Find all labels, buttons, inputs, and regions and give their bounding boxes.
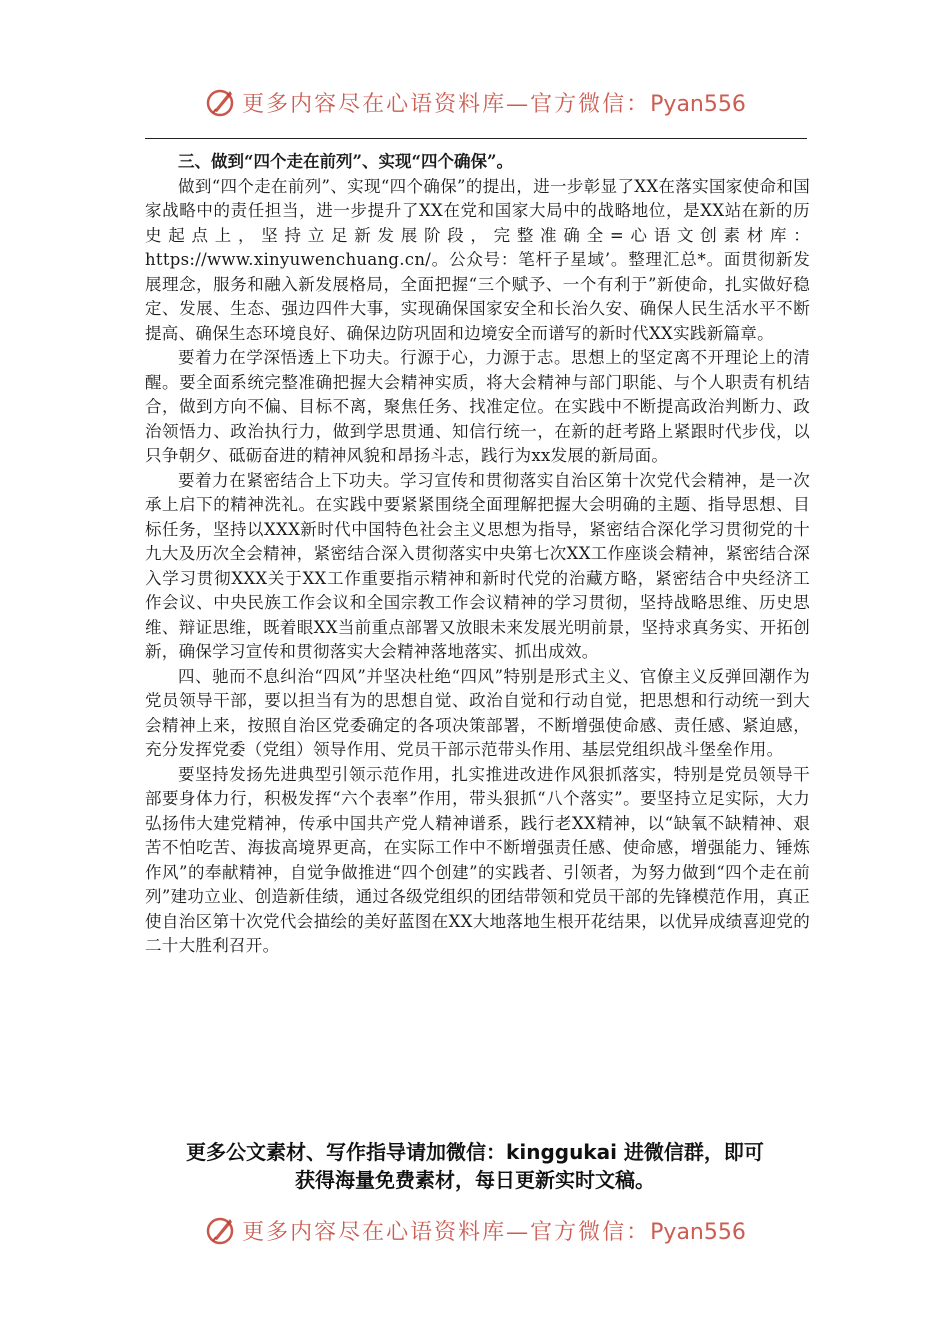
footer-banner-text: 更多内容尽在心语资料库—官方微信：Pyan556 — [242, 1219, 746, 1245]
section-heading: 三、做到“四个走在前列”、实现“四个确保”。 — [178, 152, 513, 171]
document-body — [145, 150, 810, 959]
header-banner-text: 更多内容尽在心语资料库—官方微信：Pyan556 — [242, 91, 746, 117]
paragraph-5: 要坚持发扬先进典型引领示范作用，扎实推进改进作风狠抓落实，特别是党员领导干部要身体力行，积极发挥“六个表率”作用，带头狠抓“八个落实”。要坚持立足实际，大力弘扬伟大建党精神，传承中国共产党人精神谱系，践行老XX精神，以“缺氧不缺精神、艰苦不怕吃苦、海拔高境界更高，在实际工作中不断增强责任感、使命感，增强能力、锤炼作风”的奉献精神，自觉争做推进“四个创建”的实践者、引领者，为努力做到“四个走在前列”建功立业、创造新佳绩，通过各级党组织的团结带领和党员干部的先锋模范作用，真正使自治区第十次党代会描绘的美好蓝图在XX大地落地生根开花结果，以优异成绩喜迎党的二十大胜利召开。 — [145, 764, 810, 955]
paragraph-4: 四、驰而不息纠治“四风”并坚决杜绝“四风”特别是形式主义、官僚主义反弹回潮作为党员领导干部，要以担当有为的思想自觉、政治自觉和行动自觉，把思想和行动统一到大会精神上来，按照自治区党委确定的各项决策部署，不断增强使命感、责任感、紧迫感，充分发挥党委（党组）领导作用、党员干部示范带头作用、基层党组织战斗堡垒作用。 — [145, 666, 810, 759]
footer-promo — [100, 1138, 850, 1194]
footer-wechat-id: Pyan556 — [650, 1219, 746, 1245]
paragraph-2: 要着力在学深悟透上下功夫。行源于心，力源于志。思想上的坚定离不开理论上的清醒。要全面系统完整准确把握大会精神实质，将大会精神与部门职能、与个人职责有机结合，做到方向不偏、目标不离，聚焦任务、找准定位。在实践中不断提高政治判断力、政治领悟力、政治执行力，做到学思贯通、知信行统一，在新的赶考路上紧跟时代步伐，以只争朝夕、砥砺奋进的精神风貌和昂扬斗志，践行为xx发展的新局面。 — [145, 348, 810, 465]
paragraph-3: 要着力在紧密结合上下功夫。学习宣传和贯彻落实自治区第十次党代会精神，是一次承上启下的精神洗礼。在实践中要紧紧围绕全面理解把握大会明确的主题、指导思想、目标任务，坚持以XXX新时代中国特色社会主义思想为指导，紧密结合深化学习贯彻党的十九大及历次全会精神，紧密结合深入贯彻落实中央第七次XX工作座谈会精神，紧密结合深入学习贯彻XXX关于XX工作重要指示精神和新时代党的治藏方略，紧密结合中央经济工作会议、中央民族工作会议和全国宗教工作会议精神的学习贯彻，坚持战略思维、历史思维、辩证思维，既着眼XX当前重点部署又放眼未来发展光明前景，坚持求真务实、开拓创新，确保学习宣传和贯彻落实大会精神落地落实、抓出成效。 — [145, 470, 810, 661]
quill-logo-icon — [204, 1213, 238, 1247]
footer-banner — [0, 1208, 950, 1252]
header-wechat-id: Pyan556 — [650, 91, 746, 117]
paragraph-1: 做到“四个走在前列”、实现“四个确保”的提出，进一步彰显了XX在落实国家使命和国家战略中的责任担当，进一步提升了XX在党和国家大局中的战略地位，是XX站在新的历史起点上，坚持立足新发展阶段，完整准确全=心语文创素材库：https://www.xinyuwenchuang.cn/。公众号：笔杆子星域’。整理汇总*。面贯彻新发展理念，服务和融入新发展格局，全面把握“三个赋予、一个有利于”新使命，扎实做好稳定、发展、生态、强边四件大事，实现确保国家安全和长治久安、确保人民生活水平不断提高、确保生态环境良好、确保边防巩固和边境安全而谱写的新时代XX实践新篇章。 — [145, 176, 810, 343]
quill-logo-icon — [204, 85, 238, 119]
header-banner — [0, 80, 950, 124]
footer-promo-line-2: 获得海量免费素材，每日更新实时文稿。 — [295, 1168, 655, 1192]
footer-promo-line-1: 更多公文素材、写作指导请加微信：kinggukai 进微信群，即可 — [186, 1140, 764, 1164]
header-divider — [145, 138, 807, 139]
